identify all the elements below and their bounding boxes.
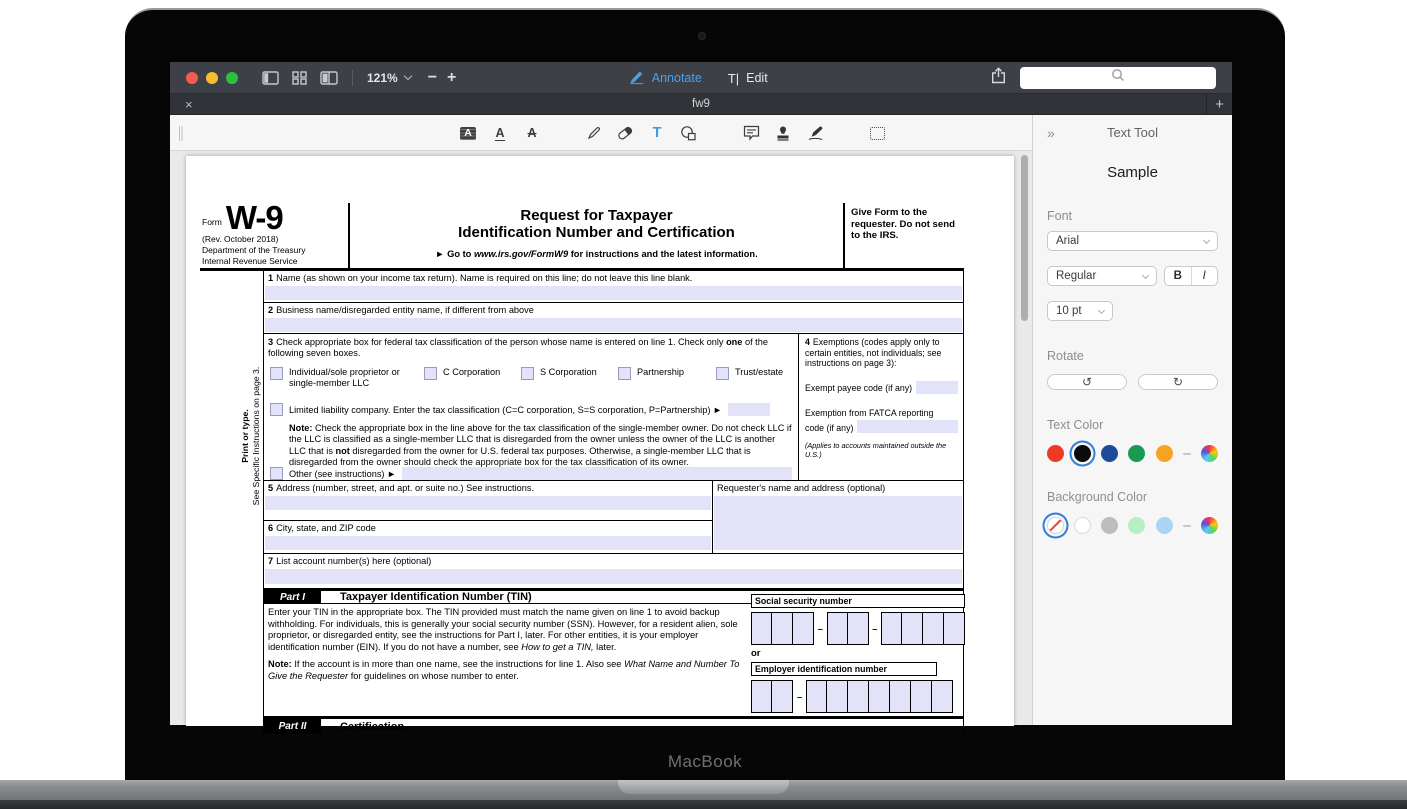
checkbox-llc[interactable] <box>270 403 283 416</box>
text-color-blue-swatch[interactable] <box>1101 445 1118 462</box>
ssn-cell[interactable] <box>944 612 965 645</box>
checkbox-individual: Individual/sole proprietor or single-member LLC <box>270 367 400 389</box>
line3-note: Note: Check the appropriate box in the line above for the tax classification of the single-member owner. Do not check LLC if the LLC is classified as a single-member LLC that is disregarded from the owner unless the owner of the LLC is another LLC that is not disregarded from the owner for U.S. federal tax purposes. Otherwise, a single-member LLC that is disregarded from the owner should check the appropriate box for the tax classification of its owner. <box>289 423 792 467</box>
exempt-payee-field[interactable] <box>916 381 958 394</box>
checkbox[interactable] <box>716 367 729 380</box>
checkbox-partnership: Partnership <box>618 367 684 380</box>
macbook-logo-label: MacBook <box>667 752 743 771</box>
chevron-down-icon <box>1098 306 1105 313</box>
bg-color-green-swatch[interactable] <box>1128 517 1145 534</box>
requester-field[interactable] <box>714 496 962 550</box>
part1-note: Note: If the account is in more than one name, see the instructions for line 1. Also see What Name and Number To Give the Requester for guidelines on whose number to enter. <box>268 659 740 681</box>
other-row: Other (see instructions) ► <box>270 467 792 480</box>
document-viewport[interactable] <box>170 151 1032 733</box>
text-edit-icon: T| <box>727 70 740 86</box>
part2-title: Certification <box>340 720 405 733</box>
sidebar-toggle-icon[interactable] <box>262 71 279 85</box>
annotate-pen-icon <box>629 69 645 87</box>
font-family-select[interactable]: Arial <box>1047 231 1218 251</box>
ssn-label: Social security number <box>751 594 965 608</box>
line3-label: 3 Check appropriate box for federal tax classification of the person whose name is entered on line 1. Check only one of the following seven boxes. <box>268 337 768 359</box>
checkbox-other[interactable] <box>270 467 283 480</box>
bold-button[interactable]: B <box>1165 267 1192 285</box>
ein-cell[interactable] <box>848 680 869 713</box>
traffic-lights <box>186 72 238 84</box>
italic-button[interactable]: I <box>1202 270 1206 282</box>
form-goto-line: ► Go to www.irs.gov/FormW9 for instructions and the latest information. <box>435 248 758 259</box>
form-gutter-text: Print or type. See Specific Instructions on page 3. <box>240 366 261 506</box>
chevron-down-icon <box>1203 236 1210 243</box>
ssn-cell[interactable] <box>848 612 869 645</box>
text-color-orange-swatch[interactable] <box>1156 445 1173 462</box>
fatca-label-1: Exemption from FATCA reporting <box>805 407 934 418</box>
mode-switch <box>629 62 768 94</box>
or-label: or <box>751 648 761 659</box>
ssn-cell[interactable] <box>751 612 772 645</box>
font-size-select[interactable]: 10 pt <box>1047 301 1113 321</box>
checkbox[interactable] <box>618 367 631 380</box>
font-label: Font <box>1047 209 1073 223</box>
llc-row: Limited liability company. Enter the tax classification (C=C corporation, S=S corporation, P=Partnership) ► <box>270 403 792 416</box>
text-color-swatches <box>1047 445 1218 462</box>
ein-cell[interactable] <box>932 680 953 713</box>
titlebar-right <box>991 67 1216 89</box>
ssn-cell[interactable] <box>772 612 793 645</box>
line5-field[interactable] <box>265 496 711 510</box>
highlight-tool-icon[interactable]: A <box>456 115 480 151</box>
exempt-payee-row: Exempt payee code (if any) <box>805 381 958 394</box>
form-title-line1: Request for Taxpayer <box>520 207 673 224</box>
macbook-lid <box>125 8 1285 780</box>
bg-color-wheel-swatch[interactable] <box>1201 517 1218 534</box>
chevron-down-icon <box>403 72 411 80</box>
part1-badge: Part I <box>264 591 321 603</box>
rotate-left-button[interactable] <box>1047 374 1127 390</box>
document-column <box>170 115 1032 733</box>
panel-title: Text Tool <box>1106 125 1159 140</box>
part1-title: Taxpayer Identification Number (TIN) <box>340 591 532 603</box>
thumbnails-grid-icon[interactable] <box>292 71 307 85</box>
pdf-app-window <box>170 62 1232 733</box>
bg-color-blue-swatch[interactable] <box>1156 517 1173 534</box>
checkbox[interactable] <box>424 367 437 380</box>
form-revision: (Rev. October 2018) <box>202 234 279 245</box>
ein-cell[interactable] <box>869 680 890 713</box>
line7-label: 7 List account number(s) here (optional) <box>268 556 432 566</box>
zoom-level[interactable]: 121% <box>367 70 398 85</box>
line2-field[interactable] <box>265 318 962 332</box>
text-color-label: Text Color <box>1047 418 1104 432</box>
text-tool-icon[interactable]: T <box>652 125 662 141</box>
checkbox-c-corp: C Corporation <box>424 367 500 380</box>
background-color-label: Background Color <box>1047 490 1148 504</box>
other-field[interactable] <box>402 467 792 480</box>
macbook-base-shadow <box>0 800 1407 809</box>
form-title-line2: Identification Number and Certification <box>458 223 735 241</box>
new-tab-button[interactable]: + <box>1206 94 1232 114</box>
font-sample-preview: Sample <box>1107 164 1158 181</box>
bg-color-none-swatch[interactable] <box>1047 517 1064 534</box>
webcam-icon <box>698 32 706 40</box>
swatch-separator <box>1183 453 1191 455</box>
zoom-control[interactable] <box>367 71 411 85</box>
search-icon <box>1111 68 1125 87</box>
form-word: Form <box>202 217 222 228</box>
bg-color-gray-swatch[interactable] <box>1101 517 1118 534</box>
llc-classification-field[interactable] <box>728 403 770 416</box>
text-tool-panel <box>1032 115 1232 725</box>
text-color-red-swatch[interactable] <box>1047 445 1064 462</box>
ssn-cell[interactable] <box>881 612 902 645</box>
vertical-scrollbar[interactable] <box>1021 155 1028 321</box>
text-color-wheel-swatch[interactable] <box>1201 445 1218 462</box>
line2-label: 2 Business name/disregarded entity name, if different from above <box>268 305 534 315</box>
collapse-panel-icon[interactable]: » <box>1047 125 1055 141</box>
underline-tool-icon[interactable]: A <box>495 125 505 140</box>
line1-label: 1 Name (as shown on your income tax return). Name is required on this line; do not leave this line blank. <box>268 273 693 283</box>
line6-label: 6 City, state, and ZIP code <box>268 523 376 533</box>
macbook-base-notch <box>618 780 789 794</box>
give-form-note: Give Form to the requester. Do not send to the IRS. <box>851 207 955 241</box>
annotate-label: Annotate <box>651 71 702 85</box>
line4-label: 4 Exemptions (codes apply only to certain entities, not individuals; see instructions on page 3): <box>805 337 942 369</box>
part1-paragraph: Enter your TIN in the appropriate box. The TIN provided must match the name given on line 1 to avoid backup withholding. For individuals, this is generally your social security number (SSN). However, for a resident alien, sole proprietor, or disregarded entity, see the instructions for Part I, later. For other entities, it is your employer identification number (EIN). If you do not have a number, see How to get a TIN, later. <box>268 607 738 652</box>
fatca-row: code (if any) <box>805 420 958 433</box>
bold-italic-group <box>1164 266 1218 286</box>
fatca-field[interactable] <box>857 420 958 433</box>
text-color-black-swatch[interactable] <box>1074 445 1091 462</box>
shapes-tool-icon[interactable] <box>677 115 701 151</box>
rotate-label: Rotate <box>1047 349 1084 363</box>
ssn-cells: – – <box>751 612 965 645</box>
background-color-swatches <box>1047 517 1218 534</box>
search-input[interactable] <box>1020 67 1216 89</box>
ein-cell[interactable] <box>751 680 772 713</box>
fullscreen-window-button[interactable] <box>226 72 238 84</box>
tab-annotate[interactable] <box>629 69 702 87</box>
line5-label: 5 Address (number, street, and apt. or suite no.) See instructions. <box>268 483 535 493</box>
part2-bar <box>264 716 963 734</box>
line1-field[interactable] <box>265 286 962 300</box>
font-style-select[interactable]: Regular <box>1047 266 1157 286</box>
minimize-window-button[interactable] <box>206 72 218 84</box>
form-header <box>200 199 964 271</box>
part2-badge: Part II <box>264 719 321 734</box>
edit-label: Edit <box>746 71 768 85</box>
checkbox[interactable] <box>521 367 534 380</box>
ein-cell[interactable] <box>827 680 848 713</box>
rotate-left-icon: ↺ <box>1081 375 1093 389</box>
tab-edit[interactable] <box>728 71 768 86</box>
text-color-green-swatch[interactable] <box>1128 445 1145 462</box>
bg-color-white-swatch[interactable] <box>1074 517 1091 534</box>
tab-title[interactable]: fw9 <box>692 98 710 110</box>
checkbox-s-corp: S Corporation <box>521 367 597 380</box>
main-area <box>170 115 1232 733</box>
chevron-down-icon <box>1142 271 1149 278</box>
requester-label: Requester's name and address (optional) <box>717 483 886 493</box>
selection-tool-icon[interactable] <box>865 115 889 151</box>
macbook-base <box>0 780 1407 800</box>
share-icon[interactable] <box>991 67 1006 89</box>
ssn-cell[interactable] <box>827 612 848 645</box>
ein-cell[interactable] <box>772 680 793 713</box>
ssn-cell[interactable] <box>902 612 923 645</box>
pencil-tool-icon[interactable] <box>582 115 606 151</box>
ein-cell[interactable] <box>806 680 827 713</box>
zoom-out-button[interactable]: − <box>427 68 438 86</box>
line6-field[interactable] <box>265 536 711 550</box>
ssn-cell[interactable] <box>793 612 814 645</box>
signature-tool-icon[interactable] <box>803 115 827 151</box>
tab-bar <box>170 94 1232 115</box>
swatch-separator <box>1183 525 1191 527</box>
strikeout-tool-icon[interactable]: A <box>527 126 537 140</box>
two-page-view-icon[interactable] <box>320 71 338 85</box>
rotate-right-icon: ↻ <box>1172 375 1184 389</box>
eraser-tool-icon[interactable] <box>613 115 637 151</box>
ein-cells: – <box>751 680 965 713</box>
ein-cell[interactable] <box>890 680 911 713</box>
ssn-cell[interactable] <box>923 612 944 645</box>
checkbox[interactable] <box>270 367 283 380</box>
zoom-in-button[interactable]: + <box>447 68 457 86</box>
rotate-right-button[interactable] <box>1138 374 1218 390</box>
ein-cell[interactable] <box>911 680 932 713</box>
title-bar <box>170 62 1232 94</box>
line7-field[interactable] <box>265 569 962 584</box>
form-service: Internal Revenue Service <box>202 256 298 267</box>
form-department: Department of the Treasury <box>202 245 306 256</box>
applies-note: (Applies to accounts maintained outside the U.S.) <box>805 441 947 459</box>
form-number: W-9 <box>225 199 283 236</box>
note-comment-icon[interactable] <box>739 115 763 151</box>
close-window-button[interactable] <box>186 72 198 84</box>
view-buttons <box>262 71 338 85</box>
tab-close-icon[interactable]: × <box>185 96 193 112</box>
toolbar-grip-handle[interactable] <box>179 126 184 141</box>
checkbox-trust-estate: Trust/estate <box>716 367 783 380</box>
ein-label: Employer identification number <box>751 662 937 676</box>
stamp-tool-icon[interactable] <box>771 115 795 151</box>
toolbar-separator <box>352 70 353 86</box>
annotation-toolbar <box>170 115 1032 151</box>
w9-form-page <box>186 156 1014 733</box>
